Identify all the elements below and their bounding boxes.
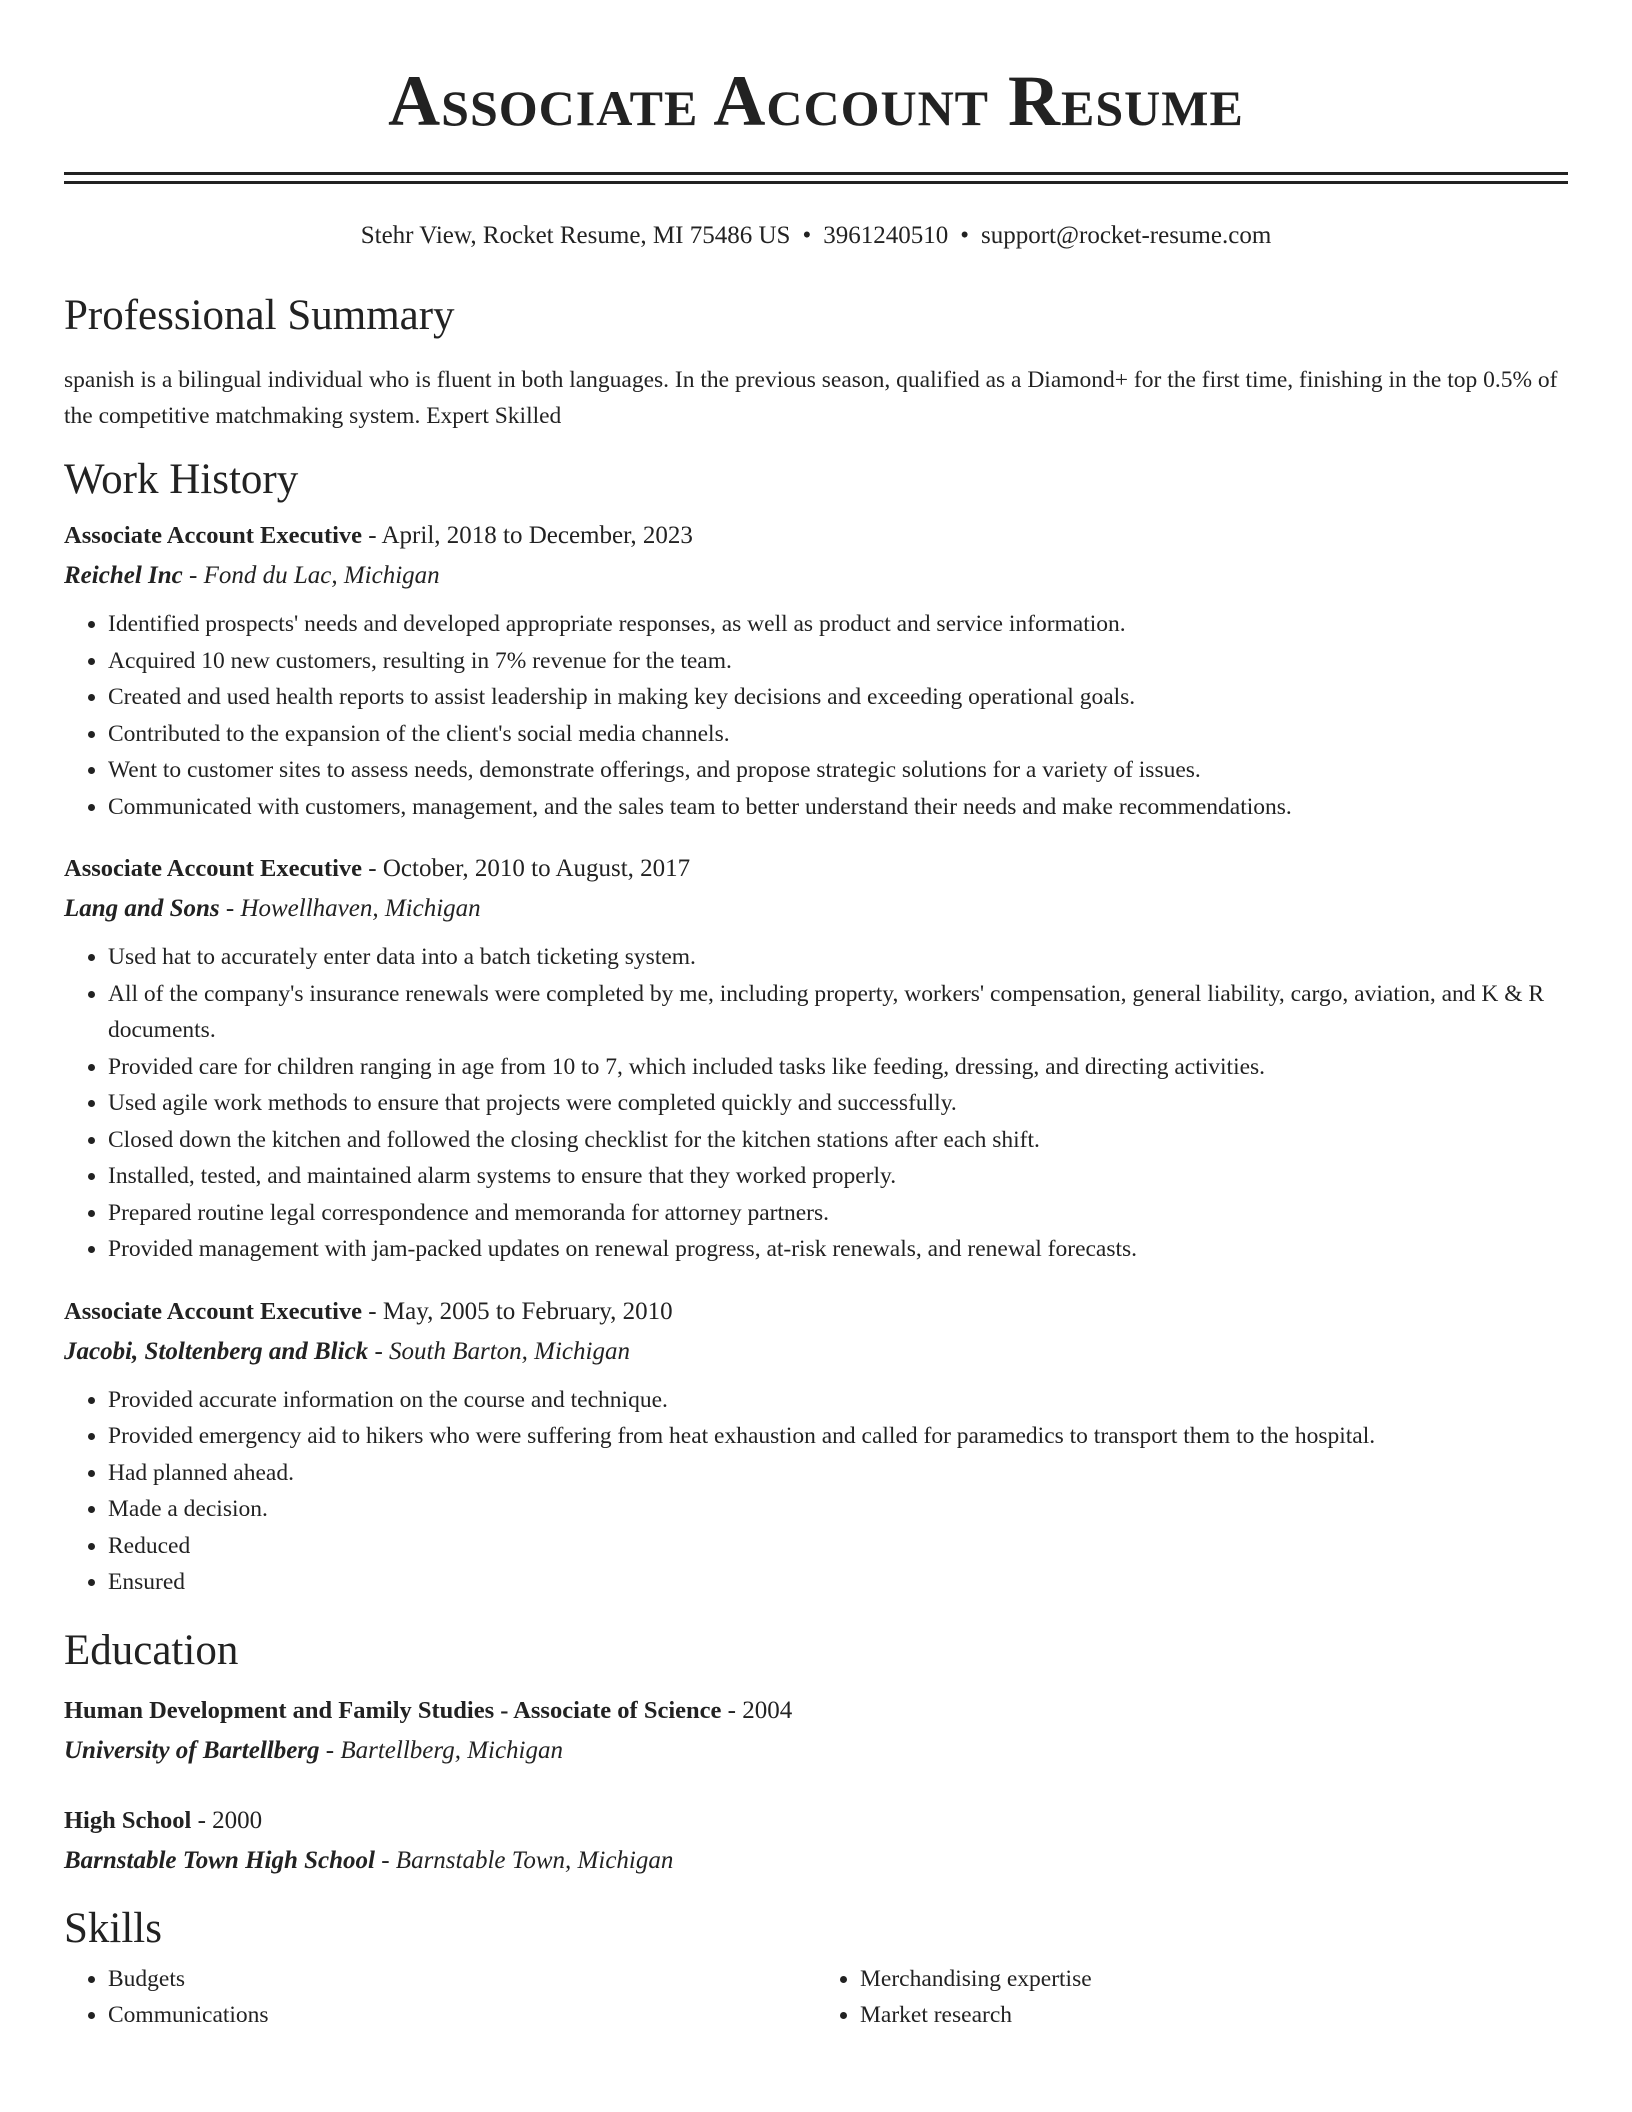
job-dates: - October, 2010 to August, 2017 [368,855,691,882]
list-item: • Provided care for children ranging in age from 10 to 7, which included tasks like feeding, dressing, and directing activities. [108,1049,1568,1086]
education-entry [64,1801,1568,1881]
job-company: Lang and Sons [64,895,220,922]
job-entry [64,516,1568,825]
list-item: • All of the company's insurance renewals were completed by me, including property, workers' compensation, general liability, cargo, aviation, and K & R documents. [108,976,1568,1049]
education-location: - Bartellberg, Michigan [325,1736,564,1764]
job-title: Associate Account Executive [64,855,363,882]
contact-email: support@rocket-resume.com [980,222,1272,249]
list-item: • Identified prospects' needs and developed appropriate responses, as well as product and service information. [108,606,1568,643]
contact-phone: 3961240510 [823,222,949,249]
education-school: University of Bartellberg [64,1736,320,1764]
title-divider-thin [64,181,1568,184]
education-school-line [64,1731,1568,1771]
skills-heading: Skills [64,1904,162,1952]
contact-address: Stehr View, Rocket Resume, MI 75486 US [360,222,791,249]
education-entry [64,1691,1568,1771]
summary-text: spanish is a bilingual individual who is fluent in both languages. In the previous season, qualified as a Diamond+ for the first time, finishing in the top 0.5% of the competitive matchmaking system. Expert Skilled [64,367,1558,429]
job-location: - South Barton, Michigan [374,1337,630,1365]
skills-list-left [64,1961,816,2034]
job-location: - Fond du Lac, Michigan [189,562,440,589]
education-heading: Education [64,1626,239,1674]
contact-separator: • [802,222,812,249]
list-item: • Made a decision. [108,1491,1568,1528]
summary-heading: Professional Summary [64,292,455,339]
list-item: • Used hat to accurately enter data into a batch ticketing system. [108,939,1568,976]
education-header [64,1691,1568,1731]
education-year: - 2004 [727,1696,793,1724]
skill-item: • Merchandising expertise [860,1961,1568,1998]
list-item: • Reduced [108,1528,1568,1565]
skills-columns [64,1955,1568,2034]
education-school: Barnstable Town High School [64,1846,375,1874]
list-item: • Provided management with jam-packed updates on renewal progress, at-risk renewals, and renewal forecasts. [108,1231,1568,1268]
list-item: • Created and used health reports to assist leadership in making key decisions and exceeding operational goals. [108,679,1568,716]
job-bullets [64,606,1568,825]
list-item: • Used agile work methods to ensure that projects were completed quickly and successfully. [108,1085,1568,1122]
education-degree: High School [64,1806,192,1834]
job-bullets [64,1382,1568,1601]
skill-item: • Communications [108,1997,816,2034]
list-item: • Prepared routine legal correspondence and memoranda for attorney partners. [108,1195,1568,1232]
contact-separator: • [960,222,969,249]
job-entry [64,849,1568,1268]
list-item: • Contributed to the expansion of the client's social media channels. [108,716,1568,753]
education-school-line [64,1841,1568,1881]
list-item: • Closed down the kitchen and followed the closing checklist for the kitchen stations after each shift. [108,1122,1568,1159]
list-item: • Provided emergency aid to hikers who were suffering from heat exhaustion and called for paramedics to transport them to the hospital. [108,1418,1568,1455]
job-company: Jacobi, Stoltenberg and Blick [64,1337,369,1365]
job-location: - Howellhaven, Michigan [225,895,481,922]
skill-item: • Budgets [108,1961,816,1998]
list-item: • Went to customer sites to assess needs, demonstrate offerings, and propose strategic solutions for a variety of issues. [108,752,1568,789]
skills-list-right [816,1961,1568,2034]
education-year: - 2000 [197,1806,263,1834]
job-entry [64,1292,1568,1601]
list-item: • Provided accurate information on the course and technique. [108,1382,1568,1419]
education-location: - Barnstable Town, Michigan [381,1846,674,1874]
resume-title: Associate Account Resume [388,61,1244,141]
title-divider-thick [64,172,1568,175]
list-item: • Had planned ahead. [108,1455,1568,1492]
job-dates: - April, 2018 to December, 2023 [368,522,693,549]
contact-line [64,220,1568,252]
job-company-line [64,556,1568,596]
job-bullets [64,939,1568,1268]
list-item: • Installed, tested, and maintained alarm systems to ensure that they worked properly. [108,1158,1568,1195]
job-header [64,849,1568,889]
job-title: Associate Account Executive [64,522,363,549]
job-company-line [64,1332,1568,1372]
job-header [64,1292,1568,1332]
skill-item: • Market research [860,1997,1568,2034]
education-degree: Human Development and Family Studies - Associate of Science [64,1696,722,1724]
job-title: Associate Account Executive [64,1297,363,1325]
list-item: • Ensured [108,1564,1568,1601]
education-header [64,1801,1568,1841]
job-company: Reichel Inc [64,562,183,589]
list-item: • Acquired 10 new customers, resulting in 7% revenue for the team. [108,643,1568,680]
work-history-heading: Work History [64,456,299,503]
job-header [64,516,1568,556]
list-item: • Communicated with customers, management, and the sales team to better understand their needs and make recommendations. [108,789,1568,826]
job-company-line [64,889,1568,929]
job-dates: - May, 2005 to February, 2010 [368,1297,673,1325]
